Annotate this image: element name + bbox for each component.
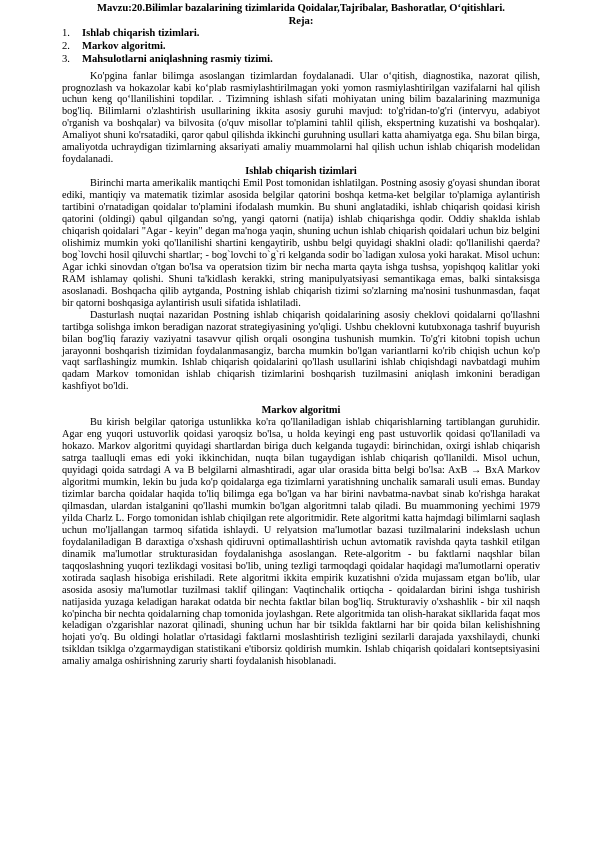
spacer	[62, 393, 540, 405]
plan-item-text: Ishlab chiqarish tizimlari.	[82, 28, 200, 40]
plan-item	[62, 54, 540, 67]
section-heading-markov-algorithm: Markov algoritmi	[261, 405, 341, 417]
body-paragraph: Dasturlash nuqtai nazaridan Postning ishlab chiqarish qoidalarining asosiy cheklovi qoidalarni qo'llashni tartibga solishga imkon beradigan nazorat strategiyasining yo'qligi. Ushbu cheklovni kutubxonaga tashrif buyurish bilan bog'liq faraziy vaziyatni tasavvur qilish orqali osongina tushunish mumkin. To'g'ri kitobni topish uchun jarayonni boshqarish tizimidan foydalanmasangiz, barcha mumkin bo'lgan variantlarni ko'rib chiqish uchun ko'p vaqt sarflashingiz mumkin. Ishlab chiqarish qoidalarini qo'llash usullarini ishlab chiqishdagi navbatdagi muhim qadam Markov tomonidan ishlab chiqarish tizimlarini boshqarish tuzilmasini aniqlash imkonini beradigan kashfiyot bo'ldi.	[62, 309, 540, 393]
plan-item-number: 1.	[62, 28, 70, 40]
plan-list	[62, 28, 540, 66]
document-title: Mavzu:20.Bilimlar bazalarining tizimlarida Qoidalar,Tajribalar, Bashoratlar, O‘qitishlari.	[97, 3, 505, 14]
plan-heading: Reja:	[288, 15, 314, 27]
body-paragraph: Birinchi marta amerikalik mantiqchi Emil Post tomonidan ishlatilgan. Postning asosiy g'oyasi shundan iborat ediki, mantiqiy va matematik tizimlar asosida belgilar qatorini boshqa ketma-ket belgilar to'plamiga aylantirish tartibini o'rnatadigan qoidalar to'plamini ifodalash mumkin. Bu shuni anglatadiki, ishlab chiqarish qoidasi kirish qatorini (oldingi) qabul qilgandan so'ng, yangi qatorni (natija) ishlab chiqarishga qodir. Oddiy shaklda ishlab chiqarish qoidalari "Agar - keyin" degan ma'noga yaqin, shuning uchun ishlab chiqarish qoidalari uchun biz belgini olishimiz mumkin yoki qo'llanilishi shartini kengaytirib, ushbu belgi quyidagi shaklni oladi: qo'llanilishi qaerda? bog`lovchi hosil qiluvchi shartlar; - bog`lovchi to`g`ri kelganda sodir bo`ladigan xulosa yoki harakat. Misol uchun: Agar ichki sinovdan o'tgan bo'lsa va operatsion tizim bir necha marta qayta ishga tushsa, yopishqoq kalitlar yoki RAM ishlamay qolishi. Shuni ta'kidlash kerakki, string manipulyatsiyasi semantikaga emas, balki sintaksisga asoslanadi. Boshqacha qilib aytganda, Postning ishlab chiqarish tizimi so'zlarning ma'nosini tushunmasdan, faqat bir qatorni boshqasiga aylantirish usuli sifatida ishlatiladi.	[62, 178, 540, 309]
plan-item	[62, 28, 540, 41]
plan-item	[62, 41, 540, 54]
plan-item-text: Markov algoritmi.	[82, 40, 166, 52]
plan-item-number: 3.	[62, 53, 70, 65]
body-paragraph: Bu kirish belgilar qatoriga ustunlikka ko'ra qo'llaniladigan ishlab chiqarishlarning tartiblangan guruhidir. Agar eng yuqori ustuvorlik qoidasi yaroqsiz bo'lsa, u holda keyingi eng past ustuvorlik qoidasi qo'llaniladi va hokazo. Markov algoritmi quyidagi shartlardan biriga duch kelganda tugaydi: birinchidan, oxirgi ishlab chiqarish satrga taalluqli emas edi yoki ikkinchidan, nuqta bilan tugaydigan ishlab chiqarish qo'llanildi. Misol uchun, quyidagi qoida satrdagi A va B belgilarni almashtiradi, agar ular orasida bitta belgi bo'lsa: AxB → BxA Markov algoritmi mumkin, lekin bu juda ko'p qoidalarga ega tizimlarni yaratishning unchalik samarali usuli emas. Bunday tizimlar barcha qoidalar haqida to'liq bilimga ega bo'lgan va har birini navbatma-navbat sinab ko'rishga harakat qilmasdan, ulardan istalganini qo'llashi mumkin bo'lgan algoritmni talab qiladi. Bu muammoning yechimi 1979 yilda Charlz L. Forgo tomonidan ishlab chiqilgan rete algoritmidir. Rete algoritmi katta hajmdagi bilimlarni saqlash uchun mo'ljallangan tarmoq sifatida ishlaydi. U relyatsion ma'lumotlar bazasi tuzilmalarini indekslash uchun foydalaniladigan B daraxtiga o'xshash qidiruvni optimallashtirish uchun avtomatik ravishda qayta tashkil etilgan dinamik ma'lumotlar strukturasidan foydalanishga asoslangan. Rete-algoritm - bu faktlarni naqshlar bilan taqqoslashning yuqori tezlikdagi vositasi bo'lib, uning tezligi tarmoqdagi qoidalar haqidagi ma'lumotlarni operativ xotirada saqlash hisobiga erishiladi. Rete algoritmi ikkita empirik kuzatishni o'zida mujassam etgan bo'lib, ular asosida asosiy ma'lumotlar tuzilmasi taklif qilingan: Vaqtinchalik ortiqcha - qoidalardan birini ishga tushirish natijasida yuzaga keladigan harakat odatda bir nechta faktlar bilan bog'liq. Strukturaviy o'xshashlik - bir xil naqsh ko'pincha bir nechta qoidalarning chap tomonida joylashgan. Rete algoritmida tan olish-harakat sikllarida faqat mos keladigan o'zgarishlar nazorat qilinadi, shuning uchun har bir tsiklda faktlarni har bir qoida bilan kelishishning hojati yo'q. Bu oldingi holatlar o'rtasidagi faktlarni moslashtirish tezligini sezilarli darajada yaxshilaydi, chunki tsikldan tsiklga o'zgarmaydigan statistikani e'tiborsiz qoldirish mumkin. Ishlab chiqarish qoidalari kontseptsiyasini amaliy amalga oshirishning zaruriy sharti foydalanish hisoblanadi.	[62, 417, 540, 668]
intro-paragraph: Ko'pgina fanlar bilimga asoslangan tizimlardan foydalanadi. Ular o‘qitish, diagnostika, nazorat qilish, prognozlash va hokazolar kabi ko‘plab rasmiylashtirilmagan yoki yomon rasmiylashtirilgan vazifalarni hal qilish uchun keng qo‘llanilishini topdilar. . Tizimning ishlash sifati mohiyatan uning bilim bazalarining mazmuniga bog'liq. Bilimlarni o'zlashtirish usullarining ikkita asosiy guruhi mavjud: to'g'ridan-to'g'ri (intervyu, adabiyot o'rganish va boshqalar) va bilvosita (o'quv misollar to'plamini tahlil qilish, ekspertning kuzatishi va boshqalar). Amaliyot shuni ko'rsatadiki, qaror qabul qilishda ikkinchi guruhning usullari katta ahamiyatga ega. Shu bilan birga, amaliyotda uchraydigan tizimlarning aksariyati amaliy muammolarni hal qilish uchun ishlab chiqarish modelidan foydalanadi.	[62, 70, 540, 166]
section-heading-production-systems: Ishlab chiqarish tizimlari	[245, 166, 357, 178]
plan-item-number: 2.	[62, 40, 70, 52]
plan-item-text: Mahsulotlarni aniqlashning rasmiy tizimi.	[82, 53, 273, 65]
